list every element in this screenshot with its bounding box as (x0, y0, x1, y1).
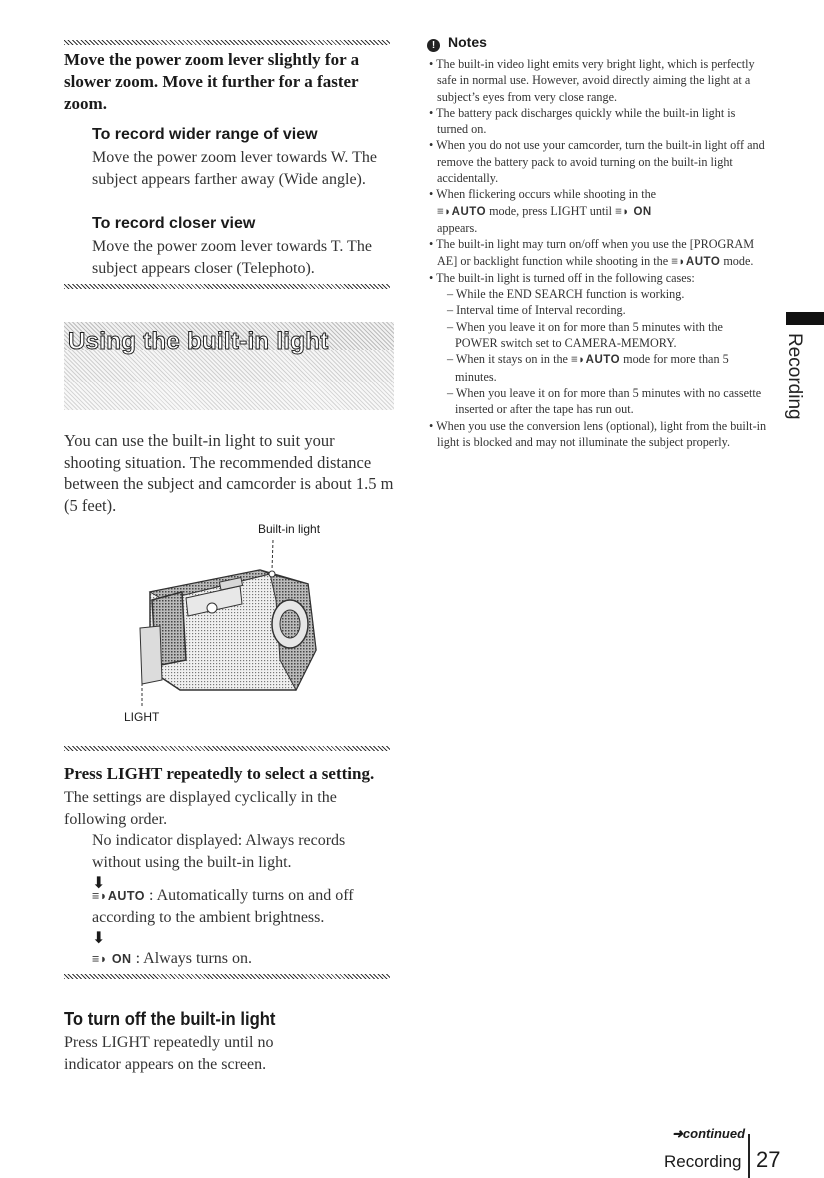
turn-off-heading: To turn off the built-in light (64, 1008, 276, 1029)
light-button-label: LIGHT (124, 710, 160, 724)
section-intro: You can use the built-in light to suit your shooting situation. The recommended distance between the subject and camcorder is about 1.5 m (5 feet). (64, 431, 394, 515)
note-item: • When you do not use your camcorder, turn the built-in light off and remove the battery pack to avoid turning on the built-in light accidentally. (429, 138, 765, 186)
continued-note: ➜continued (672, 1126, 746, 1141)
close-view-heading: To record closer view (92, 215, 256, 232)
on-indicator (92, 952, 132, 966)
setting-on-text: : Always turns on. (135, 950, 253, 967)
light-symbol-icon: ≡◗ (92, 952, 108, 966)
footer-divider (748, 1134, 750, 1178)
note-subitem: – When you leave it on for more than 5 minutes with the POWER switch set to CAMERA-MEMORY. (447, 319, 723, 351)
auto-indicator (92, 889, 145, 903)
note-subitem: – When it stays on in the ≡◗AUTO mode for more than 5 minutes. (447, 352, 729, 384)
note-item: • When you use the conversion lens (optional), light from the built-in light is blocked and may not illuminate the subject properly. (429, 418, 767, 449)
note-subitem: – When you leave it on for more than 5 minutes with no cassette inserted or after the tape has run out. (447, 385, 762, 417)
note-item: • When flickering occurs while shooting in the ≡◗AUTO mode, press LIGHT until ≡◗ ON appears. (429, 187, 657, 235)
section-banner-title: Using the built-in light (68, 328, 329, 355)
arrow-down-icon: ⬇ (92, 873, 106, 892)
turn-off-text: Press LIGHT repeatedly until no indicator appears on the screen. (64, 1034, 274, 1073)
step-divider-top (64, 40, 390, 45)
side-tab-label: Recording (784, 333, 805, 420)
auto-indicator: ≡◗AUTO (571, 354, 621, 367)
close-view-text: Move the power zoom lever towards T. The subject appears closer (Telephoto). (92, 238, 372, 277)
notes-heading: Notes (448, 34, 487, 50)
on-indicator: ≡◗ ON (615, 205, 652, 218)
light-symbol-icon: ≡◗ (92, 889, 108, 903)
wide-range-heading: To record wider range of view (92, 126, 318, 143)
step-zoom-title: Move the power zoom lever slightly for a slower zoom. Move it further for a faster zoom. (64, 50, 360, 113)
notes-icon: ! (427, 39, 440, 52)
camcorder-illustration (120, 540, 330, 712)
continued-arrow-icon: ➜ (672, 1126, 683, 1141)
step-divider-2 (64, 746, 390, 751)
setting-none: No indicator displayed: Always records without using the built-in light. (92, 832, 346, 871)
on-indicator-text: ON (111, 952, 132, 966)
note-item: • The battery pack discharges quickly while the built-in light is turned on. (429, 105, 736, 137)
step-divider-3 (64, 974, 390, 979)
note-subitem: – Interval time of Interval recording. (447, 303, 626, 318)
note-item: • The built-in light is turned off in the following cases: (429, 270, 695, 285)
setting-auto (92, 885, 388, 929)
auto-indicator-text: AUTO (107, 889, 146, 903)
note-item: • The built-in light may turn on/off when you use the [PROGRAM AE] or backlight function while shooting in the ≡◗AUTO mode. (429, 237, 755, 268)
setting-auto-text: : Automatically turns on and off according to the ambient brightness. (92, 887, 354, 926)
note-item: • The built-in video light emits very bright light, which is perfectly safe in normal use. However, avoid directly aiming the light at a subject’s eyes from very close range. (429, 57, 755, 104)
step-divider (64, 284, 390, 289)
wide-range-text: Move the power zoom lever towards W. The subject appears farther away (Wide angle). (92, 149, 377, 188)
notes-header (427, 34, 487, 52)
builtin-light-label: Built-in light (258, 522, 321, 536)
step-light-intro: The settings are displayed cyclically in the following order. (64, 789, 337, 828)
footer-section: Recording (664, 1152, 742, 1171)
auto-indicator: ≡◗AUTO (671, 255, 721, 268)
step-light-title: Press LIGHT repeatedly to select a setting. (64, 764, 375, 783)
setting-on (92, 948, 382, 970)
note-subitem: – While the END SEARCH function is working. (447, 287, 685, 302)
auto-indicator: ≡◗AUTO (437, 205, 487, 218)
side-tab-marker (786, 312, 824, 325)
section-banner-lower (64, 382, 394, 410)
arrow-down-icon: ⬇ (92, 928, 106, 947)
notes-list (427, 56, 767, 450)
section-banner (64, 322, 394, 382)
page-number: 27 (756, 1147, 781, 1172)
